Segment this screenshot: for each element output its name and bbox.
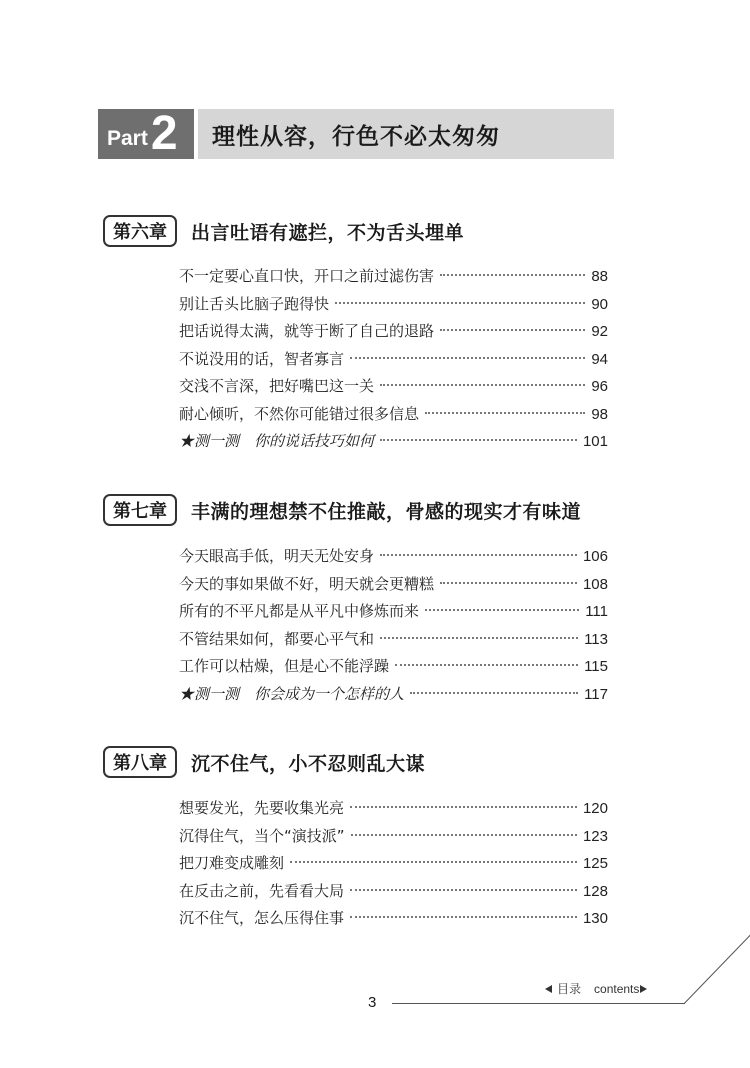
toc-leader-dots bbox=[350, 357, 585, 359]
toc-entry-page: 108 bbox=[582, 575, 608, 593]
toc-leader-dots bbox=[380, 554, 577, 556]
toc-entry[interactable] bbox=[179, 880, 608, 908]
toc-leader-dots bbox=[440, 274, 585, 276]
part-header bbox=[98, 109, 614, 159]
toc-entry-page: 128 bbox=[582, 882, 608, 900]
toc-entry-title: ★测一测 你的说话技巧如何 bbox=[179, 432, 375, 450]
toc-entry-title: 耐心倾听，不然你可能错过很多信息 bbox=[179, 404, 420, 423]
toc-leader-dots bbox=[395, 664, 578, 666]
toc-entry-page: 123 bbox=[582, 827, 608, 845]
toc-entry-page: 130 bbox=[582, 910, 608, 927]
toc-entry[interactable] bbox=[179, 797, 608, 825]
toc-entry-page: 88 bbox=[591, 268, 608, 285]
toc-entry-page: 117 bbox=[584, 685, 608, 703]
toc-leader-dots bbox=[425, 412, 585, 414]
part-number: 2 bbox=[150, 107, 178, 160]
toc-entry-title: ★测一测 你会成为一个怎样的人 bbox=[179, 684, 405, 703]
chapter-heading bbox=[103, 215, 464, 247]
toc-entry[interactable] bbox=[179, 545, 608, 573]
toc-entry[interactable] bbox=[179, 852, 608, 880]
toc-entry-title: 今天的事如果做不好，明天就会更糟糕 bbox=[179, 574, 435, 593]
toc-entry[interactable] bbox=[179, 907, 608, 935]
toc-entry-title: 在反击之前，先看看大局 bbox=[179, 881, 345, 900]
toc-entry-page: 115 bbox=[584, 658, 608, 675]
toc-list bbox=[179, 265, 608, 458]
toc-entry-page: 98 bbox=[591, 405, 608, 423]
toc-entry-quiz[interactable] bbox=[179, 430, 608, 458]
part-label: Part bbox=[107, 127, 148, 150]
toc-entry[interactable] bbox=[179, 293, 608, 321]
footer-contents-nav[interactable] bbox=[545, 980, 647, 997]
triangle-right-icon bbox=[640, 985, 647, 993]
footer-nav-contents: contents bbox=[594, 981, 640, 996]
toc-leader-dots bbox=[335, 302, 585, 304]
toc-leader-dots bbox=[290, 861, 577, 863]
toc-entry[interactable] bbox=[179, 825, 608, 853]
toc-entry-page: 92 bbox=[591, 323, 608, 340]
chapter-heading bbox=[103, 746, 425, 778]
toc-entry-title: 交浅不言深，把好嘴巴这一关 bbox=[179, 377, 375, 395]
toc-entry[interactable] bbox=[179, 265, 608, 293]
footer-nav-label: 目录 bbox=[557, 982, 582, 996]
toc-entry[interactable] bbox=[179, 403, 608, 431]
toc-entry-title: 别让舌头比脑子跑得快 bbox=[179, 294, 330, 313]
toc-entry-page: 94 bbox=[591, 350, 608, 368]
triangle-left-icon bbox=[545, 985, 552, 993]
toc-entry-page: 96 bbox=[591, 378, 608, 395]
toc-entry-page: 106 bbox=[582, 548, 608, 565]
toc-entry-title: 今天眼高手低，明天无处安身 bbox=[179, 547, 375, 565]
toc-leader-dots bbox=[350, 889, 577, 891]
toc-entry-page: 113 bbox=[584, 630, 608, 648]
footer-rule bbox=[392, 1003, 685, 1004]
toc-entry[interactable] bbox=[179, 655, 608, 683]
footer-rule-diagonal bbox=[684, 933, 750, 1004]
toc-list bbox=[179, 797, 608, 935]
part-title-bar bbox=[198, 109, 614, 159]
chapter-title: 沉不住气，小不忍则乱大谋 bbox=[191, 752, 426, 775]
page-number: 3 bbox=[368, 994, 377, 1011]
toc-entry[interactable] bbox=[179, 600, 608, 628]
chapter-title: 出言吐语有遮拦，不为舌头埋单 bbox=[191, 221, 465, 244]
toc-entry-title: 工作可以枯燥，但是心不能浮躁 bbox=[179, 657, 390, 675]
toc-leader-dots bbox=[350, 916, 577, 918]
toc-leader-dots bbox=[440, 329, 585, 331]
toc-leader-dots bbox=[380, 637, 578, 639]
toc-entry-page: 111 bbox=[585, 603, 608, 620]
toc-leader-dots bbox=[351, 834, 577, 836]
part-title: 理性从容，行色不必太匆匆 bbox=[212, 123, 500, 150]
toc-entry[interactable] bbox=[179, 320, 608, 348]
chapter-badge: 第八章 bbox=[103, 746, 177, 778]
toc-entry-title: 沉得住气，当个“演技派” bbox=[179, 826, 345, 845]
toc-entry[interactable] bbox=[179, 348, 608, 376]
toc-leader-dots bbox=[350, 806, 577, 808]
toc-entry-page: 120 bbox=[582, 800, 608, 817]
toc-leader-dots bbox=[440, 582, 577, 584]
chapter-badge: 第六章 bbox=[103, 215, 177, 247]
toc-entry-quiz[interactable] bbox=[179, 683, 608, 711]
toc-leader-dots bbox=[380, 384, 585, 386]
chapter-heading bbox=[103, 494, 581, 526]
toc-entry-page: 125 bbox=[582, 855, 608, 872]
toc-entry-title: 不管结果如何，都要心平气和 bbox=[179, 629, 375, 648]
toc-entry-title: 不一定要心直口快，开口之前过滤伤害 bbox=[179, 267, 435, 285]
toc-leader-dots bbox=[425, 609, 579, 611]
toc-entry-title: 想要发光，先要收集光亮 bbox=[179, 799, 345, 817]
toc-leader-dots bbox=[410, 692, 578, 694]
chapter-title: 丰满的理想禁不住推敲，骨感的现实才有味道 bbox=[191, 500, 582, 523]
toc-leader-dots bbox=[380, 439, 577, 441]
toc-entry[interactable] bbox=[179, 573, 608, 601]
toc-entry-page: 101 bbox=[582, 433, 608, 450]
toc-entry-title: 把话说得太满，就等于断了自己的退路 bbox=[179, 322, 435, 340]
chapter-badge: 第七章 bbox=[103, 494, 177, 526]
toc-list bbox=[179, 545, 608, 710]
part-badge bbox=[98, 109, 194, 159]
toc-entry-title: 把刀难变成雕刻 bbox=[179, 854, 285, 872]
toc-entry-title: 不说没用的话，智者寡言 bbox=[179, 349, 345, 368]
toc-entry-page: 90 bbox=[591, 295, 608, 313]
toc-entry[interactable] bbox=[179, 628, 608, 656]
toc-entry-title: 沉不住气，怎么压得住事 bbox=[179, 909, 345, 927]
toc-entry-title: 所有的不平凡都是从平凡中修炼而来 bbox=[179, 602, 420, 620]
toc-entry[interactable] bbox=[179, 375, 608, 403]
